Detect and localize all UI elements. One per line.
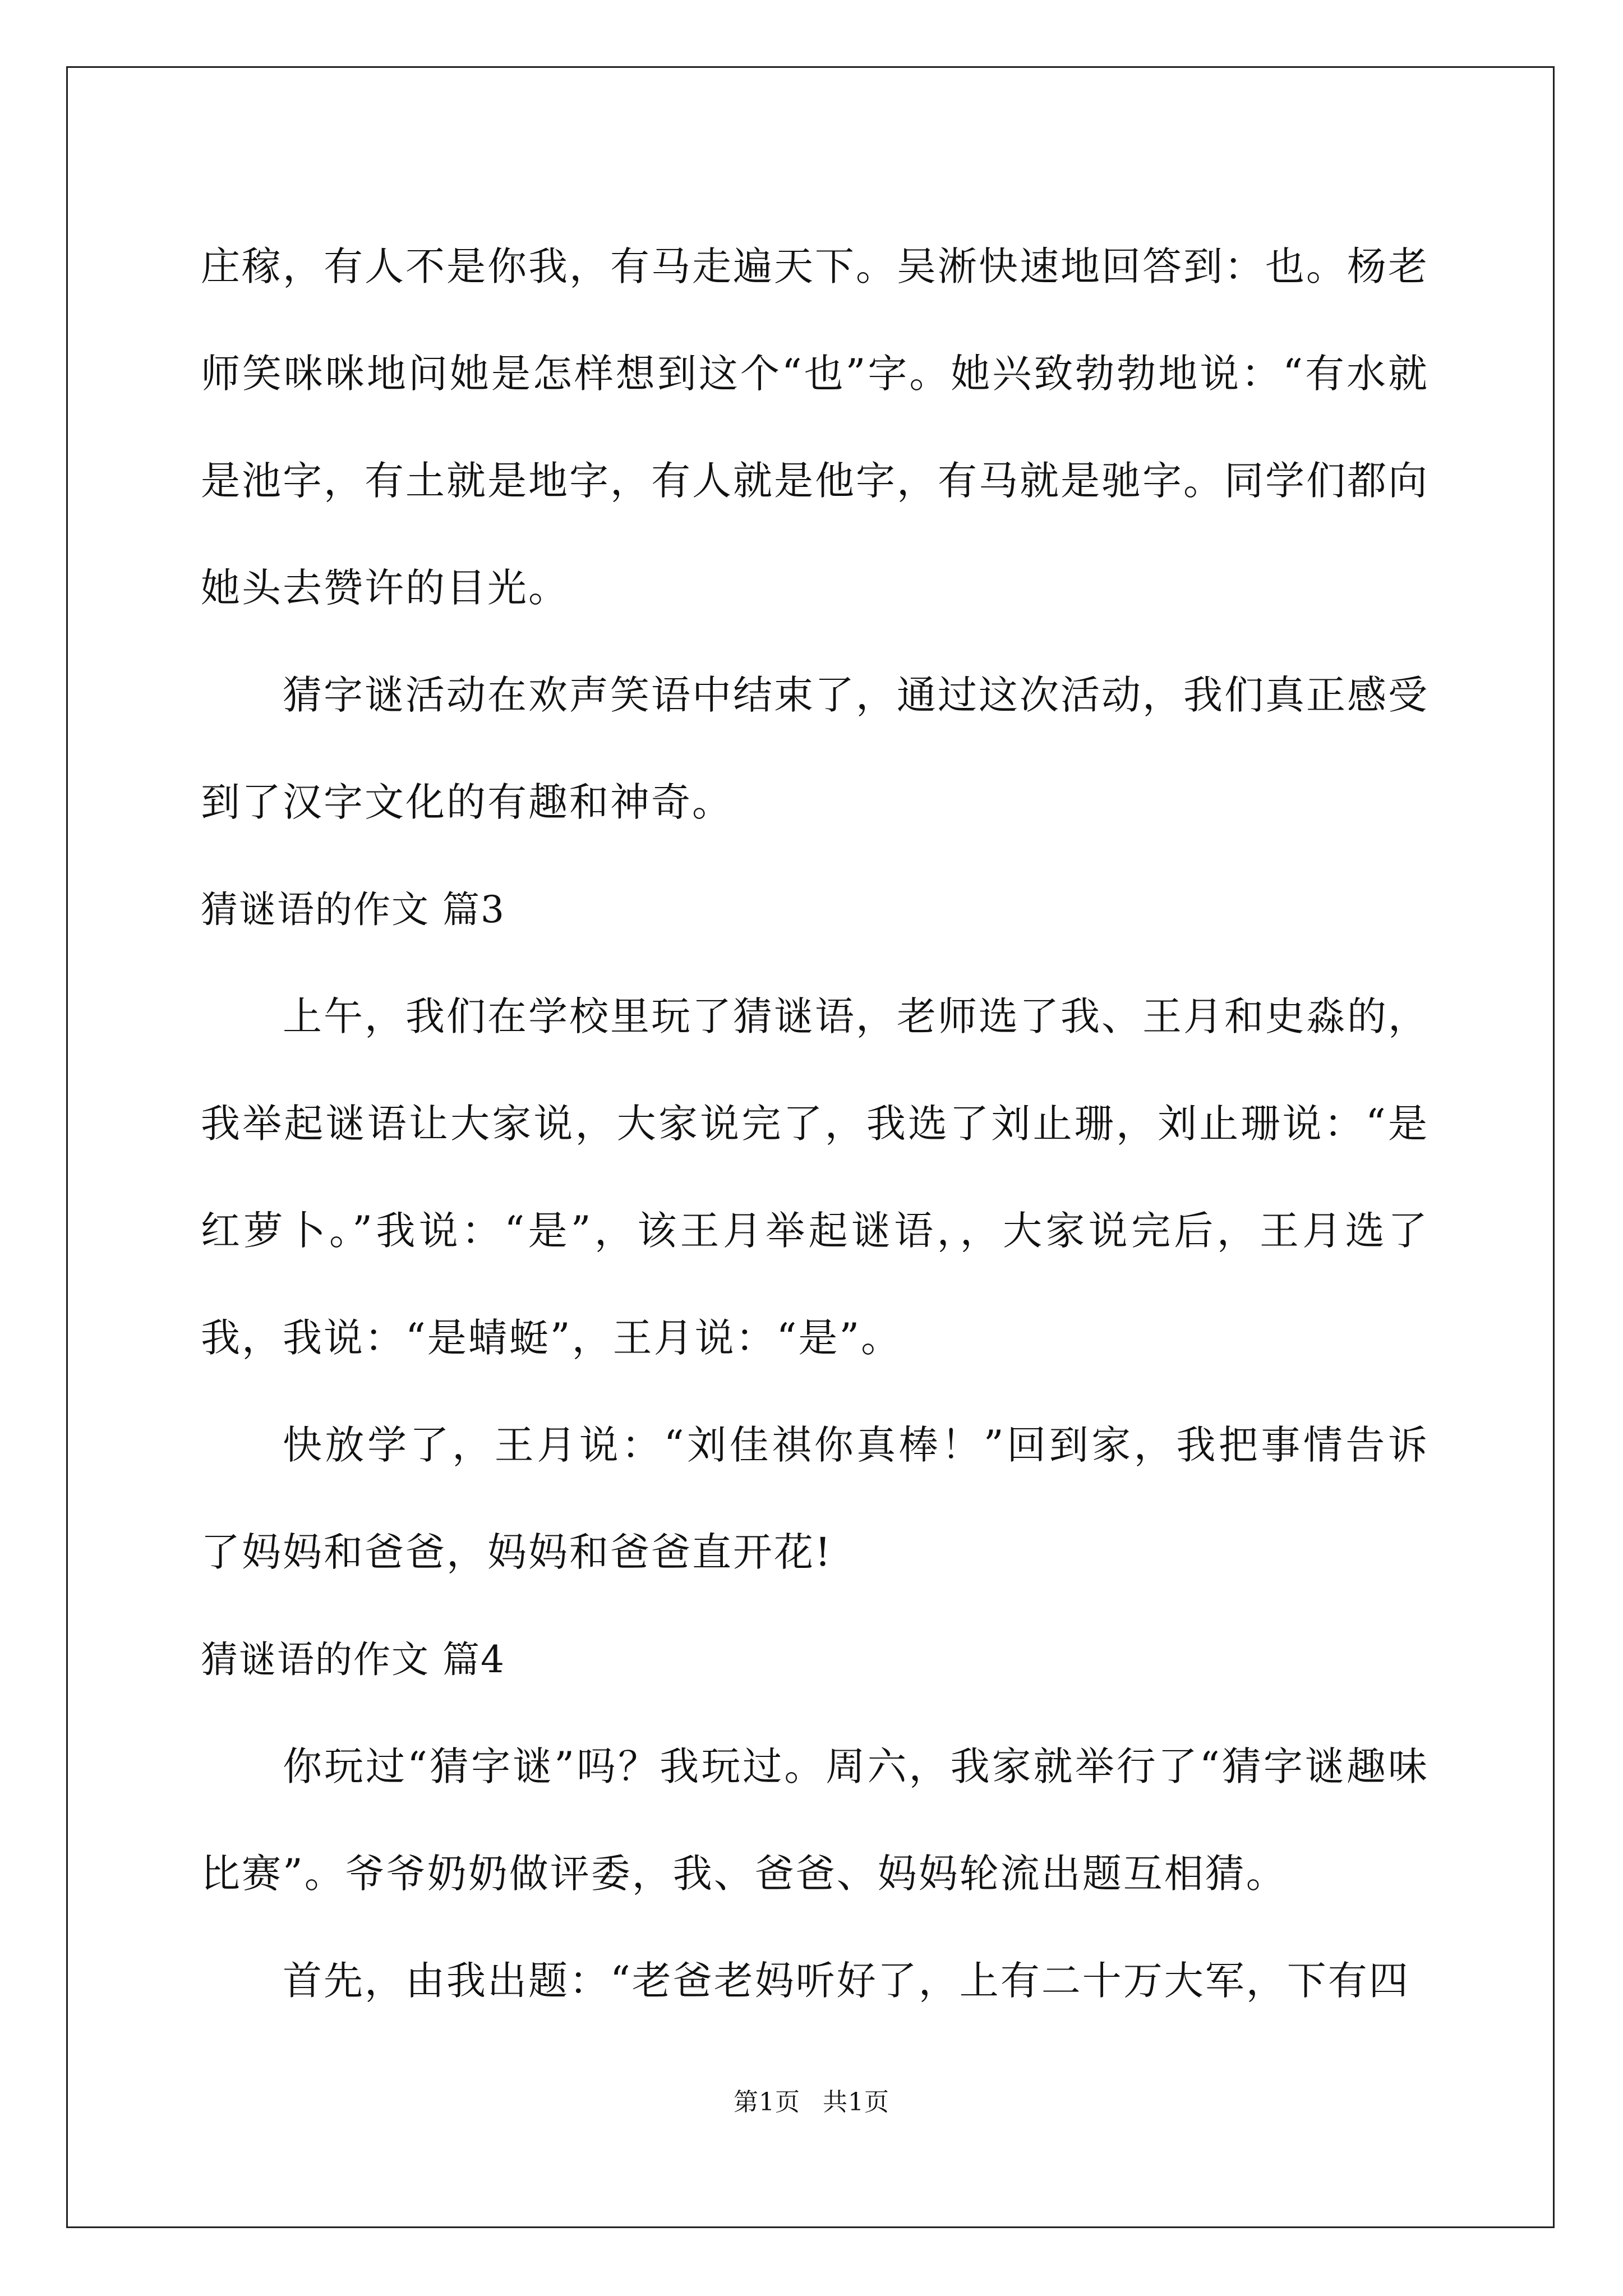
section-heading: 猜谜语的作文 篇4: [201, 1638, 505, 1681]
paragraph: 快放学了，王月说：“刘佳祺你真棒！”回到家，我把事情告诉了妈妈和爸爸，妈妈和爸爸直开花!: [201, 1422, 1429, 1575]
document-body: [201, 213, 1429, 2035]
paragraph: 你玩过“猜字谜”吗？我玩过。周六，我家就举行了“猜字谜趣味比赛”。爷爷奶奶做评委，我、爸爸、妈妈轮流出题互相猜。: [201, 1743, 1429, 1897]
paragraph: 上午，我们在学校里玩了猜谜语，老师选了我、王月和史淼的，我举起谜语让大家说，大家说完了，我选了刘止珊，刘止珊说：“是红萝卜。”我说：“是”，该王月举起谜语，，大家说完后，王月选了我，我说：“是蜻蜓”，王月说：“是”。: [201, 993, 1429, 1361]
paragraph: 猜字谜活动在欢声笑语中结束了，通过这次活动，我们真正感受到了汉字文化的有趣和神奇。: [201, 672, 1429, 825]
paragraph: 庄稼，有人不是你我，有马走遍天下。吴淅快速地回答到：也。杨老师笑咪咪地问她是怎样想到这个“也”字。她兴致勃勃地说：“有水就是池字，有土就是地字，有人就是他字，有马就是驰字。同学们都向她头去赞许的目光。: [201, 243, 1429, 611]
page-number: 第1页: [734, 2088, 800, 2116]
page-footer: [0, 2086, 1623, 2119]
section-heading: 猜谜语的作文 篇3: [201, 888, 505, 931]
page-total: 共1页: [823, 2088, 889, 2116]
paragraph: 首先，由我出题：“老爸老妈听好了，上有二十万大军，下有四: [283, 1958, 1410, 2004]
